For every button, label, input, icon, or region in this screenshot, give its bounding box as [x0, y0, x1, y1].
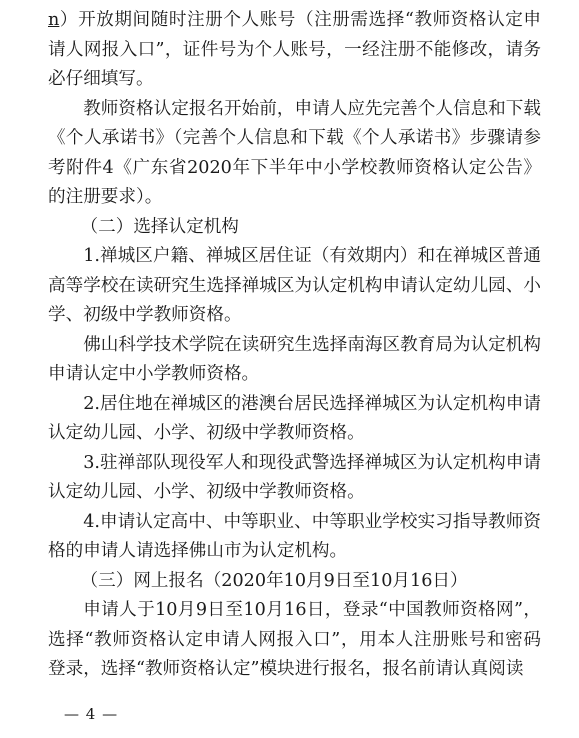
- section-heading-online-registration: （三）网上报名（2020年10月9日至10月16日）: [80, 570, 468, 591]
- section-heading-choose-agency: （二）选择认定机构: [80, 216, 239, 237]
- paragraph-item-4: 4.申请认定高中、中等职业、中等职业学校实习指导教师资格的申请人请选择佛山市为认定机构。: [48, 511, 541, 561]
- paragraph-item-3: 3.驻禅部队现役军人和现役武警选择禅城区为认定机构申请认定幼儿园、小学、初级中学教师资格。: [48, 452, 541, 502]
- underlined-fragment: n: [48, 10, 60, 30]
- paragraph-item-2: 2.居住地在禅城区的港澳台居民选择禅城区为认定机构申请认定幼儿园、小学、初级中学教师资格。: [48, 393, 541, 443]
- paragraph-personal-info: 教师资格认定报名开始前，申请人应先完善个人信息和下载《个人承诺书》（完善个人信息和下载《个人承诺书》步骤请参考附件4《广东省2020年下半年中小学校教师资格认定公告》的注册要求）。: [48, 98, 541, 207]
- paragraph-foshan-university: 佛山科学技术学院在读研究生选择南海区教育局为认定机构申请认定中小学教师资格。: [48, 334, 541, 384]
- paragraph-online-registration: 申请人于10月9日至10月16日，登录“中国教师资格网”，选择“教师资格认定申请人网报入口”，用本人注册账号和密码登录，选择“教师资格认定”模块进行报名，报名前请认真阅读: [48, 600, 541, 679]
- paragraph-item-1: 1.禅城区户籍、禅城区居住证（有效期内）和在禅城区普通高等学校在读研究生选择禅城区为认定机构申请认定幼儿园、小学、初级中学教师资格。: [48, 246, 541, 325]
- paragraph-registration-note: [48, 6, 541, 95]
- page-number: — 4 —: [64, 705, 119, 723]
- paragraph-text: ）开放期间随时注册个人账号（注册需选择“教师资格认定申请人网报入口”，证件号为个人账号，一经注册不能修改，请务必仔细填写。: [48, 10, 541, 89]
